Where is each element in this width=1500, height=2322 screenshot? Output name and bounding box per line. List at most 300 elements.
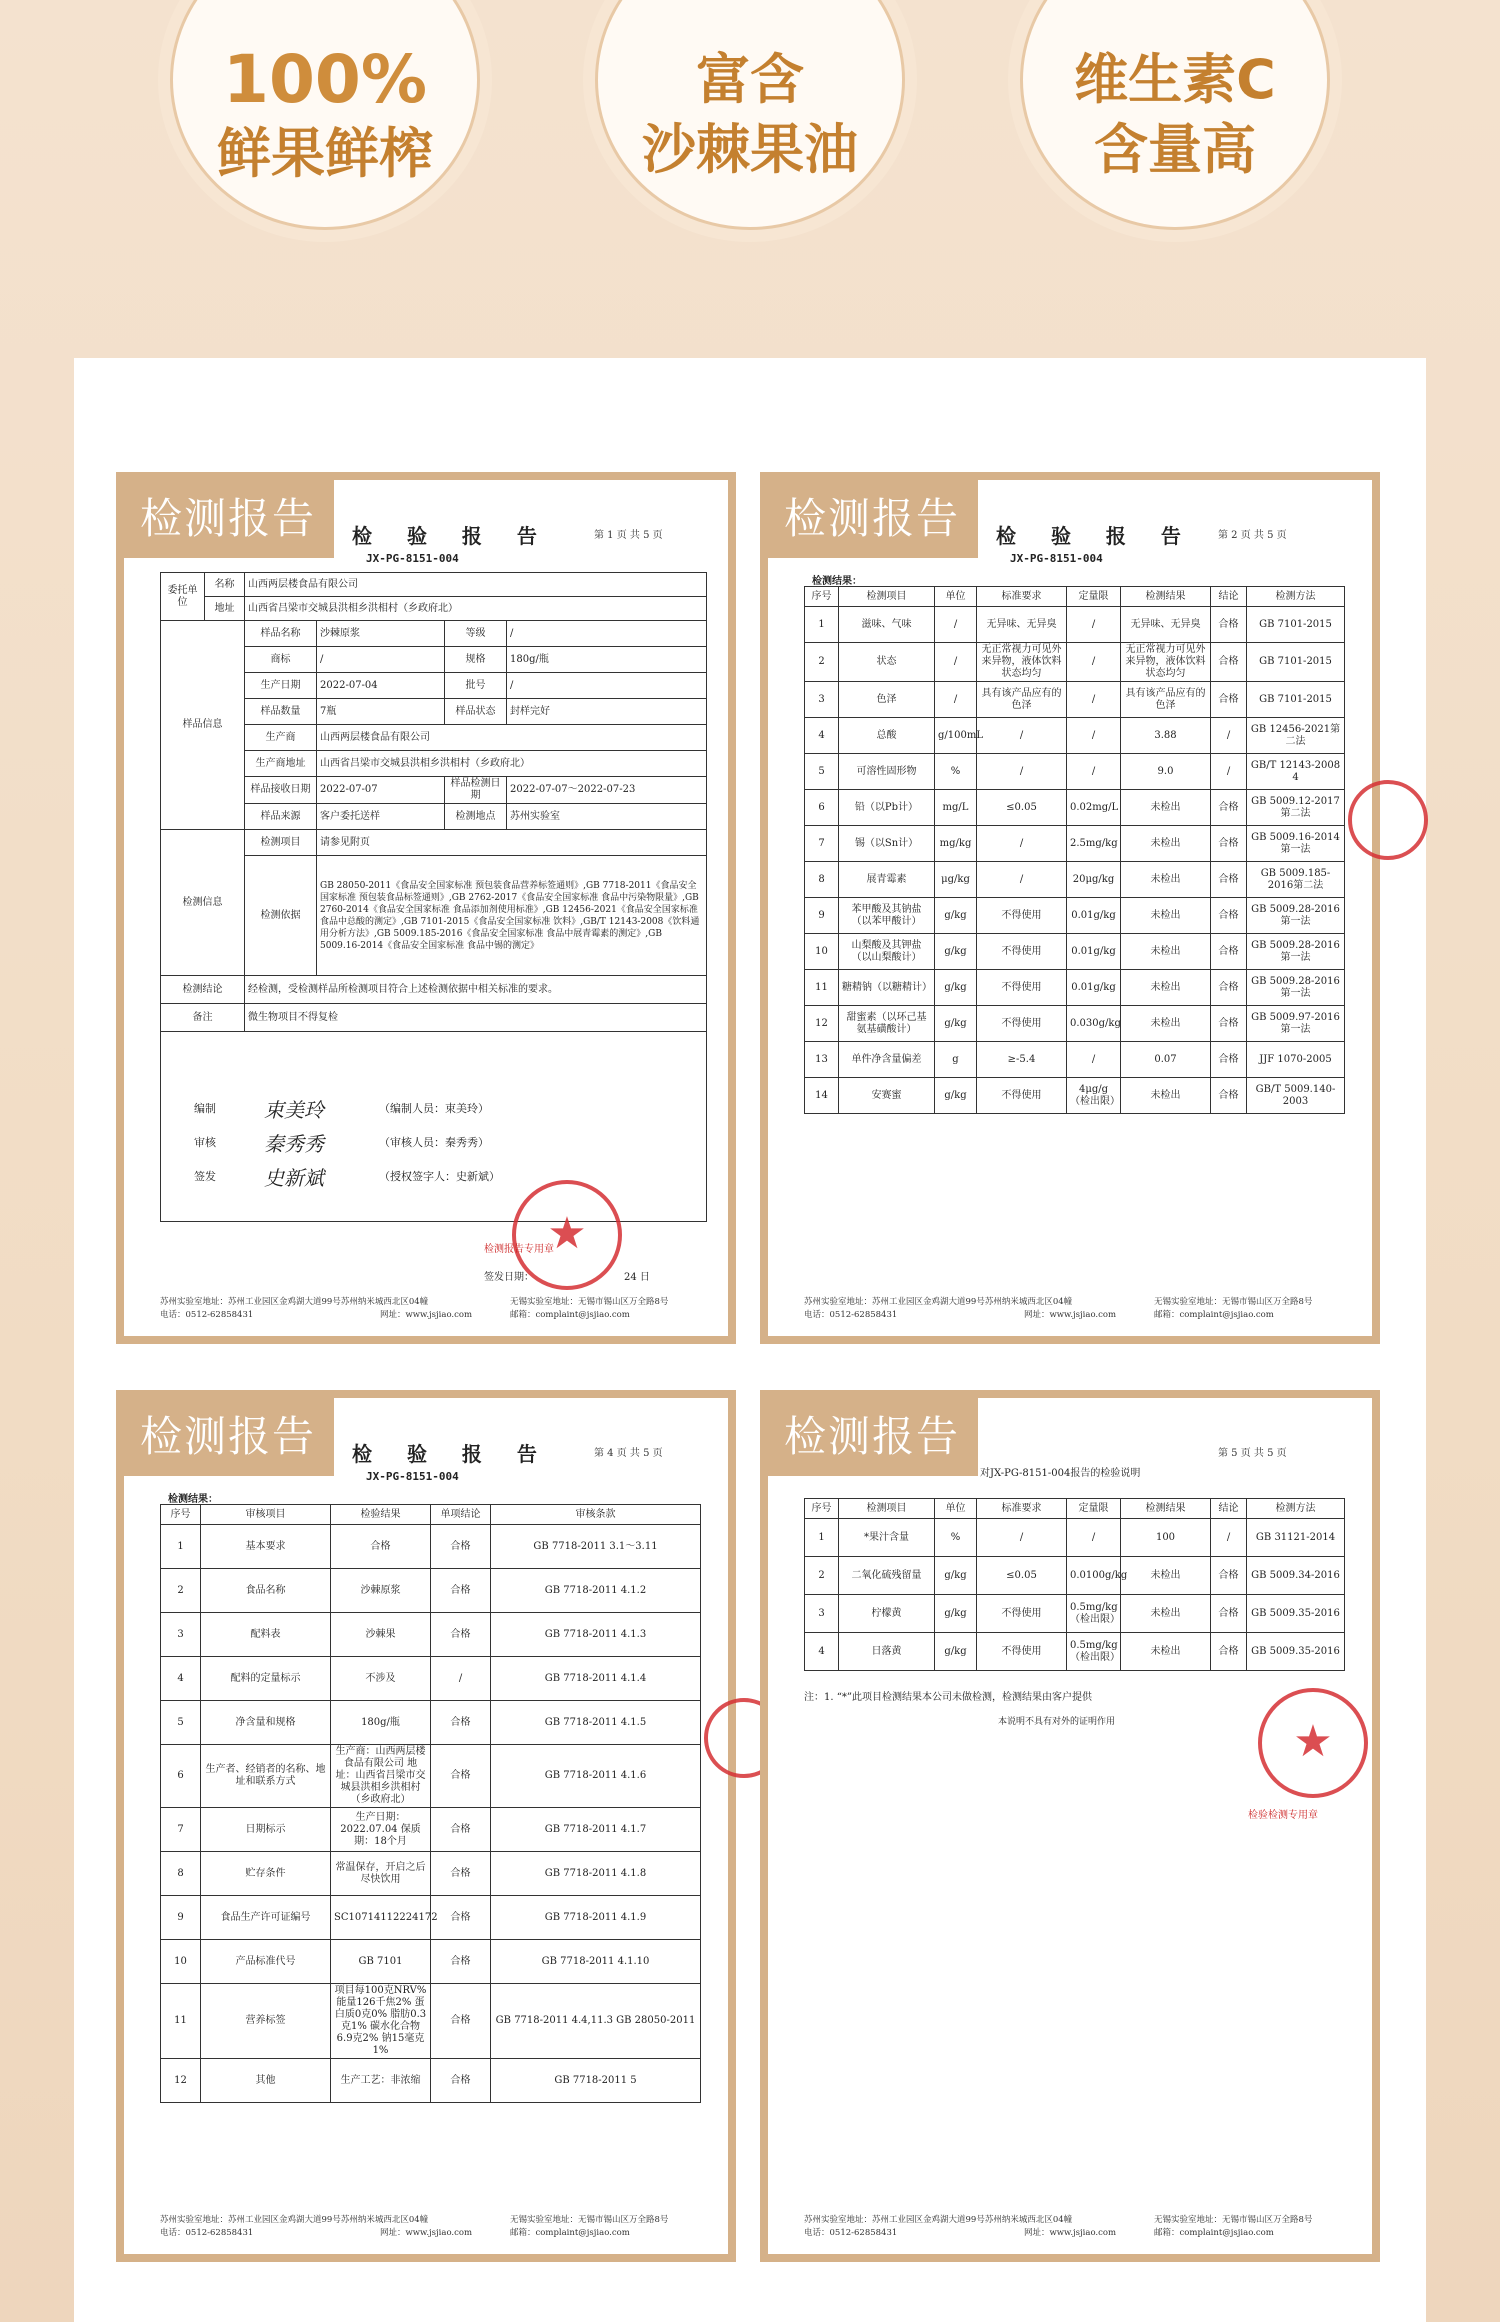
table-cell: GB 7718-2011 4.1.4 [491, 1657, 701, 1701]
table-cell: GB/T 5009.140-2003 [1247, 1078, 1345, 1114]
table-cell: 生产工艺：非浓缩 [331, 2059, 431, 2103]
table-cell: 铅（以Pb计） [839, 790, 935, 826]
table-cell: ≤0.05 [977, 790, 1067, 826]
table-cell: 合格 [431, 1745, 491, 1808]
table-cell: 10 [805, 934, 839, 970]
table-cell: 其他 [201, 2059, 331, 2103]
table-cell: 合格 [1211, 643, 1247, 682]
table-header-cell: 结论 [1211, 587, 1247, 607]
table-cell: 未检出 [1121, 862, 1211, 898]
table-cell: 贮存条件 [201, 1852, 331, 1896]
table-cell: g/kg [935, 1595, 977, 1633]
table-cell: 合格 [1211, 1006, 1247, 1042]
report-page-4 [116, 1390, 736, 2262]
table-cell: 日落黄 [839, 1633, 935, 1671]
table-cell: 无异味、无异臭 [1121, 607, 1211, 643]
table-cell: GB 7101-2015 [1247, 682, 1345, 718]
table-cell: 9.0 [1121, 754, 1211, 790]
table-cell: 安赛蜜 [839, 1078, 935, 1114]
footer-phone: 电话：0512-62858431 [160, 1310, 254, 1320]
table-cell: 锡（以Sn计） [839, 826, 935, 862]
table-cell: 0.01g/kg [1067, 970, 1121, 1006]
client-name: 山西两层楼食品有限公司 [245, 573, 707, 597]
table-cell: 未检出 [1121, 934, 1211, 970]
doc-code: JX-PG-8151-004 [366, 552, 459, 565]
table-cell: 不得使用 [977, 934, 1067, 970]
table-cell: GB 5009.16-2014第一法 [1247, 826, 1345, 862]
table-cell: 4μg/g（检出限） [1067, 1078, 1121, 1114]
cell: / [507, 621, 707, 647]
sign-row [194, 1168, 534, 1192]
table-cell: GB 5009.35-2016 [1247, 1633, 1345, 1671]
table-cell: / [1067, 1042, 1121, 1078]
table-cell: / [935, 607, 977, 643]
table-cell: 未检出 [1121, 790, 1211, 826]
table-row [805, 682, 1345, 718]
table-row [805, 643, 1345, 682]
cell: 批号 [445, 673, 507, 699]
results-heading: 检测结果： [812, 576, 862, 587]
table-row [161, 1896, 701, 1940]
table-cell: 180g/瓶 [331, 1701, 431, 1745]
footer-address-2: 无锡实验室地址：无锡市锡山区万全路8号 [1154, 2215, 1313, 2225]
table-row [805, 1519, 1345, 1557]
table-cell: ≥-5.4 [977, 1042, 1067, 1078]
table-cell: GB 7718-2011 4.1.10 [491, 1940, 701, 1984]
table-cell: *果汁含量 [839, 1519, 935, 1557]
table-cell: 合格 [431, 2059, 491, 2103]
footer-email: 邮箱：complaint@jsjiao.com [510, 2228, 630, 2238]
addr-label: 地址 [205, 597, 245, 621]
table-cell: 未检出 [1121, 898, 1211, 934]
client-addr: 山西省吕梁市交城县洪相乡洪相村（乡政府北） [245, 597, 707, 621]
table-cell: 1 [805, 1519, 839, 1557]
table-cell: % [935, 754, 977, 790]
table-cell: 4 [805, 718, 839, 754]
table-cell: 13 [805, 1042, 839, 1078]
table-cell: 沙棘果 [331, 1613, 431, 1657]
doc-title: 检 验 报 告 [352, 1442, 551, 1466]
footer-address-2: 无锡实验室地址：无锡市锡山区万全路8号 [510, 2215, 669, 2225]
table-cell: 生产者、经销者的名称、地址和联系方式 [201, 1745, 331, 1808]
table-cell: 未检出 [1121, 1595, 1211, 1633]
table-cell: / [1211, 718, 1247, 754]
report-label: 检测报告 [124, 1398, 334, 1476]
badge-line2: 沙棘果油 [642, 118, 858, 181]
table-row [805, 1078, 1345, 1114]
table-row [805, 1595, 1345, 1633]
table-cell: 状态 [839, 643, 935, 682]
doc-footer [160, 2214, 720, 2240]
sample-group-label: 样品信息 [161, 621, 245, 830]
cell: 生产商地址 [245, 751, 317, 777]
role: 审核 [194, 1136, 216, 1149]
table-cell: 食品生产许可证编号 [201, 1896, 331, 1940]
table-cell: 合格 [431, 1896, 491, 1940]
table-cell: 合格 [431, 1984, 491, 2059]
table-cell: 4 [805, 1633, 839, 1671]
table-cell: 9 [805, 898, 839, 934]
table-cell: 山梨酸及其钾盐（以山梨酸计） [839, 934, 935, 970]
table-cell: GB 7718-2011 4.1.2 [491, 1569, 701, 1613]
table-cell: g [935, 1042, 977, 1078]
table-row [805, 970, 1345, 1006]
cell: 样品检测日期 [445, 777, 507, 804]
footer-phone: 电话：0512-62858431 [804, 1310, 898, 1320]
footer-address: 苏州实验室地址：苏州工业园区金鸡湖大道99号苏州纳米城西北区04幢 [804, 2215, 1073, 2225]
table-header-cell: 检测项目 [839, 587, 935, 607]
table-cell: 生产日期：2022.07.04 保质期：18个月 [331, 1808, 431, 1852]
table-cell: 合格 [1211, 1078, 1247, 1114]
cell: / [507, 673, 707, 699]
badge-vitamin-c [1020, 0, 1330, 230]
caption: 对JX-PG-8151-004报告的检验说明 [980, 1468, 1141, 1479]
cell: 检测结论 [161, 976, 245, 1004]
table-cell: 合格 [1211, 607, 1247, 643]
table-cell: 配料的定量标示 [201, 1657, 331, 1701]
cell: 请参见附页 [317, 830, 707, 856]
table-cell: 2.5mg/kg [1067, 826, 1121, 862]
role: 签发 [194, 1170, 216, 1183]
footnote: 注：1. “*”此项目检测结果本公司未做检测，检测结果由客户提供 [804, 1692, 1092, 1703]
supplement-table [804, 1498, 1345, 1671]
table-cell: 未检出 [1121, 1633, 1211, 1671]
cell: 规格 [445, 647, 507, 673]
basis-text: GB 28050-2011《食品安全国家标准 预包装食品营养标签通则》,GB 7718-2011《食品安全国家标准 预包装食品标签通则》,GB 2762-2017《食品安全国家标准 食品中污染物限量》,GB 2760-2014《食品安全国家标准 食品添加剂使用标准》,GB 12456-2021《食品安全国家标准 食品中总酸的测定》,GB 7101-2015《食品安全国家标准 饮料》,GB/T 12143-2008《饮料通用分析方法》,GB 5009.185-2016《食品安全国家标准 食品中展青霉素的测定》,GB 5009.16-2014《食品安全国家标准 食品中锡的测定》 [317, 856, 707, 976]
footer-web: 网址：www.jsjiao.com [380, 1310, 473, 1320]
table-cell: / [1067, 643, 1121, 682]
table-cell: 不得使用 [977, 1633, 1067, 1671]
table-cell: 色泽 [839, 682, 935, 718]
table-row [805, 1557, 1345, 1595]
table-cell: 8 [805, 862, 839, 898]
official-stamp-edge [1348, 780, 1428, 860]
table-header-cell: 检测项目 [839, 1499, 935, 1519]
stamp-caption: 检验检测专用章 [1248, 1810, 1318, 1821]
table-cell: 14 [805, 1078, 839, 1114]
table-header-cell: 定量限 [1067, 1499, 1121, 1519]
badge-fresh-squeezed [170, 0, 480, 230]
table-cell: 合格 [431, 1569, 491, 1613]
table-cell: 食品名称 [201, 1569, 331, 1613]
table-cell: 净含量和规格 [201, 1701, 331, 1745]
table-cell: 10 [161, 1940, 201, 1984]
cell: 微生物项目不得复检 [245, 1004, 707, 1032]
table-cell: 6 [805, 790, 839, 826]
table-header-cell: 单位 [935, 1499, 977, 1519]
table-cell: 0.02mg/L [1067, 790, 1121, 826]
table-cell: 0.01g/kg [1067, 934, 1121, 970]
table-cell: g/kg [935, 1633, 977, 1671]
table-cell: 滋味、气味 [839, 607, 935, 643]
cell: 样品状态 [445, 699, 507, 725]
table-cell: 2 [805, 643, 839, 682]
table-cell: / [935, 682, 977, 718]
table-cell: 合格 [1211, 1042, 1247, 1078]
table-cell: / [1067, 754, 1121, 790]
table-cell: GB 5009.97-2016第一法 [1247, 1006, 1345, 1042]
table-header-cell: 序号 [805, 1499, 839, 1519]
table-cell: 合格 [431, 1940, 491, 1984]
table-row [805, 754, 1345, 790]
table-cell: 未检出 [1121, 1006, 1211, 1042]
table-cell: 11 [805, 970, 839, 1006]
table-header-cell: 检验结果 [331, 1505, 431, 1525]
table-cell: GB 7101 [331, 1940, 431, 1984]
table-cell: g/kg [935, 970, 977, 1006]
stamp-caption: 检测报告专用章 [484, 1244, 554, 1255]
table-cell: JJF 1070-2005 [1247, 1042, 1345, 1078]
table-cell: 0.030g/kg [1067, 1006, 1121, 1042]
table-cell: / [977, 754, 1067, 790]
cell: 检测项目 [245, 830, 317, 856]
table-cell: GB 7718-2011 5 [491, 2059, 701, 2103]
report-page-5 [760, 1390, 1380, 2262]
table-cell: g/kg [935, 898, 977, 934]
table-cell: / [977, 862, 1067, 898]
table-cell: 1 [161, 1525, 201, 1569]
table-cell: 合格 [1211, 826, 1247, 862]
table-header-cell: 标准要求 [977, 1499, 1067, 1519]
issue-date-label: 签发日期： [484, 1272, 534, 1283]
table-cell: 未检出 [1121, 1557, 1211, 1595]
table-cell: 合格 [431, 1525, 491, 1569]
table-cell: 合格 [431, 1808, 491, 1852]
table-cell: 合格 [1211, 898, 1247, 934]
table-cell: 0.01g/kg [1067, 898, 1121, 934]
table-header-cell: 结论 [1211, 1499, 1247, 1519]
table-row [805, 862, 1345, 898]
check-group-label: 检测信息 [161, 830, 245, 976]
table-cell: 合格 [1211, 862, 1247, 898]
table-header-cell: 序号 [161, 1505, 201, 1525]
sign-note: （编制人员：束美玲） [379, 1102, 489, 1115]
table-cell: / [977, 718, 1067, 754]
table-row [805, 607, 1345, 643]
table-cell: 日期标示 [201, 1808, 331, 1852]
conclusion-text: 经检测，受检测样品所检测项目符合上述检测依据中相关标准的要求。 [245, 976, 707, 1004]
table-cell: 合格 [1211, 970, 1247, 1006]
table-header-cell: 标准要求 [977, 587, 1067, 607]
table-cell: 3.88 [1121, 718, 1211, 754]
table-cell: μg/kg [935, 862, 977, 898]
sign-row [194, 1100, 534, 1124]
table-cell: 基本要求 [201, 1525, 331, 1569]
table-header-cell: 定量限 [1067, 587, 1121, 607]
sign-note: （授权签字人：史新斌） [379, 1170, 500, 1183]
table-cell: / [977, 1519, 1067, 1557]
table-cell: 展青霉素 [839, 862, 935, 898]
table-header-cell: 检测结果 [1121, 1499, 1211, 1519]
table-cell: GB 5009.28-2016第一法 [1247, 970, 1345, 1006]
table-cell: GB 7718-2011 4.1.7 [491, 1808, 701, 1852]
table-cell: GB 5009.35-2016 [1247, 1595, 1345, 1633]
table-cell: g/kg [935, 1078, 977, 1114]
table-cell: GB/T 12143-2008 4 [1247, 754, 1345, 790]
table-cell: GB 7101-2015 [1247, 607, 1345, 643]
footer-web: 网址：www.jsjiao.com [380, 2228, 473, 2238]
cell: 沙棘原浆 [317, 621, 445, 647]
table-header-cell: 检测方法 [1247, 1499, 1345, 1519]
table-row [161, 1569, 701, 1613]
table-cell: 不得使用 [977, 1595, 1067, 1633]
table-cell: 沙棘原浆 [331, 1569, 431, 1613]
cell: 2022-07-04 [317, 673, 445, 699]
table-row [161, 1984, 701, 2059]
table-row [805, 826, 1345, 862]
table-cell: 合格 [1211, 1633, 1247, 1671]
table-cell: 0.5mg/kg（检出限） [1067, 1633, 1121, 1671]
table-cell: GB 7718-2011 4.1.8 [491, 1852, 701, 1896]
cell: 2022-07-07～2022-07-23 [507, 777, 707, 804]
table-cell: GB 31121-2014 [1247, 1519, 1345, 1557]
footnote-2: 本说明不具有对外的证明作用 [998, 1717, 1116, 1727]
table-cell: 无正常视力可见外来异物，液体饮料状态均匀 [1121, 643, 1211, 682]
table-cell: 合格 [431, 1852, 491, 1896]
table-cell: 0.07 [1121, 1042, 1211, 1078]
table-row [805, 1633, 1345, 1671]
table-cell: 具有该产品应有的色泽 [1121, 682, 1211, 718]
table-cell: g/100mL [935, 718, 977, 754]
report-page-1 [116, 472, 736, 1344]
table-cell: 总酸 [839, 718, 935, 754]
cell: 山西两层楼食品有限公司 [317, 725, 707, 751]
table-cell: 产品标准代号 [201, 1940, 331, 1984]
table-row [161, 1613, 701, 1657]
table-cell: 合格 [1211, 682, 1247, 718]
table-cell: 2 [161, 1569, 201, 1613]
cell: 样品来源 [245, 804, 317, 830]
cell: 苏州实验室 [507, 804, 707, 830]
page-number: 第 1 页 共 5 页 [594, 530, 663, 541]
footer-phone: 电话：0512-62858431 [160, 2228, 254, 2238]
table-header-cell: 审核项目 [201, 1505, 331, 1525]
footer-email: 邮箱：complaint@jsjiao.com [1154, 2228, 1274, 2238]
doc-code: JX-PG-8151-004 [1010, 552, 1103, 565]
badge-line2: 含量高 [1094, 118, 1256, 181]
table-cell: 合格 [1211, 790, 1247, 826]
table-cell: 3 [805, 682, 839, 718]
table-row [161, 1745, 701, 1808]
table-cell: 项目每100克NRV% 能量126千焦2% 蛋白质0克0% 脂肪0.3克1% 碳水化合物6.9克2% 钠15毫克1% [331, 1984, 431, 2059]
table-cell: GB 5009.28-2016第一法 [1247, 898, 1345, 934]
table-cell: 不涉及 [331, 1657, 431, 1701]
table-cell: ≤0.05 [977, 1557, 1067, 1595]
footer-phone: 电话：0512-62858431 [804, 2228, 898, 2238]
table-cell: mg/L [935, 790, 977, 826]
cell: 2022-07-07 [317, 777, 445, 804]
table-row [161, 1701, 701, 1745]
table-cell: 1 [805, 607, 839, 643]
table-cell: 合格 [1211, 934, 1247, 970]
table-cell: 无异味、无异臭 [977, 607, 1067, 643]
cell: 商标 [245, 647, 317, 673]
cell: 样品接收日期 [245, 777, 317, 804]
page-number: 第 4 页 共 5 页 [594, 1448, 663, 1459]
role: 编制 [194, 1102, 216, 1115]
page-number: 第 5 页 共 5 页 [1218, 1448, 1287, 1459]
table-cell: / [431, 1657, 491, 1701]
table-cell: 糖精钠（以糖精计） [839, 970, 935, 1006]
results-table [804, 586, 1345, 1114]
star-icon: ★ [1293, 1716, 1333, 1767]
table-cell: 合格 [431, 1701, 491, 1745]
table-cell: 苯甲酸及其钠盐（以苯甲酸计） [839, 898, 935, 934]
table-cell: 营养标签 [201, 1984, 331, 2059]
cell: 等级 [445, 621, 507, 647]
table-cell: GB 12456-2021第二法 [1247, 718, 1345, 754]
star-icon: ★ [547, 1208, 587, 1259]
table-cell: 不得使用 [977, 970, 1067, 1006]
badge-seabuckthorn-oil [595, 0, 905, 230]
table-cell: 未检出 [1121, 1078, 1211, 1114]
client-label: 委托单位 [161, 573, 205, 621]
doc-footer [804, 1296, 1364, 1322]
table-cell: 生产商：山西两层楼食品有限公司 地址：山西省吕梁市交城县洪相乡洪相村（乡政府北） [331, 1745, 431, 1808]
table-row [161, 2059, 701, 2103]
table-cell: 未检出 [1121, 826, 1211, 862]
table-cell: 12 [161, 2059, 201, 2103]
table-cell: 5 [805, 754, 839, 790]
table-cell: 未检出 [1121, 970, 1211, 1006]
footer-email: 邮箱：complaint@jsjiao.com [510, 1310, 630, 1320]
table-cell: 无正常视力可见外来异物，液体饮料状态均匀 [977, 643, 1067, 682]
footer-address-2: 无锡实验室地址：无锡市锡山区万全路8号 [1154, 1297, 1313, 1307]
badge-line2: 鲜果鲜榨 [217, 122, 433, 185]
cell: 备注 [161, 1004, 245, 1032]
badge-line1: 富含 [696, 48, 804, 111]
table-cell: 6 [161, 1745, 201, 1808]
cell: 样品名称 [245, 621, 317, 647]
footer-email: 邮箱：complaint@jsjiao.com [1154, 1310, 1274, 1320]
badge-line1: 100% [223, 41, 427, 118]
doc-footer [804, 2214, 1364, 2240]
table-row [805, 898, 1345, 934]
table-cell: 2 [805, 1557, 839, 1595]
table-cell: 9 [161, 1896, 201, 1940]
cell: / [317, 647, 445, 673]
footer-address-2: 无锡实验室地址：无锡市锡山区万全路8号 [510, 1297, 669, 1307]
table-cell: / [1211, 754, 1247, 790]
table-cell: GB 7718-2011 4.4,11.3 GB 28050-2011 [491, 1984, 701, 2059]
table-header-cell: 检测方法 [1247, 587, 1345, 607]
results-heading: 检测结果： [168, 1494, 218, 1505]
table-cell: 20μg/kg [1067, 862, 1121, 898]
footer-address: 苏州实验室地址：苏州工业园区金鸡湖大道99号苏州纳米城西北区04幢 [804, 1297, 1073, 1307]
table-cell: 具有该产品应有的色泽 [977, 682, 1067, 718]
table-header-cell: 单位 [935, 587, 977, 607]
table-cell: g/kg [935, 1006, 977, 1042]
table-cell: GB 5009.34-2016 [1247, 1557, 1345, 1595]
table-cell: g/kg [935, 934, 977, 970]
table-header-cell: 序号 [805, 587, 839, 607]
table-cell: / [1067, 1519, 1121, 1557]
report-label: 检测报告 [768, 480, 978, 558]
doc-title: 检 验 报 告 [996, 524, 1195, 548]
table-row [161, 1808, 701, 1852]
table-cell: 可溶性固形物 [839, 754, 935, 790]
table-cell: / [1211, 1519, 1247, 1557]
table-cell: SC10714112224172 [331, 1896, 431, 1940]
sign-note: （审核人员：秦秀秀） [379, 1136, 489, 1149]
cell: 生产日期 [245, 673, 317, 699]
table-row [805, 718, 1345, 754]
table-cell: 单件净含量偏差 [839, 1042, 935, 1078]
table-cell: 合格 [1211, 1557, 1247, 1595]
footer-address: 苏州实验室地址：苏州工业园区金鸡湖大道99号苏州纳米城西北区04幢 [160, 1297, 429, 1307]
signature: 秦秀秀 [264, 1132, 324, 1156]
table-cell: 二氧化硫残留量 [839, 1557, 935, 1595]
